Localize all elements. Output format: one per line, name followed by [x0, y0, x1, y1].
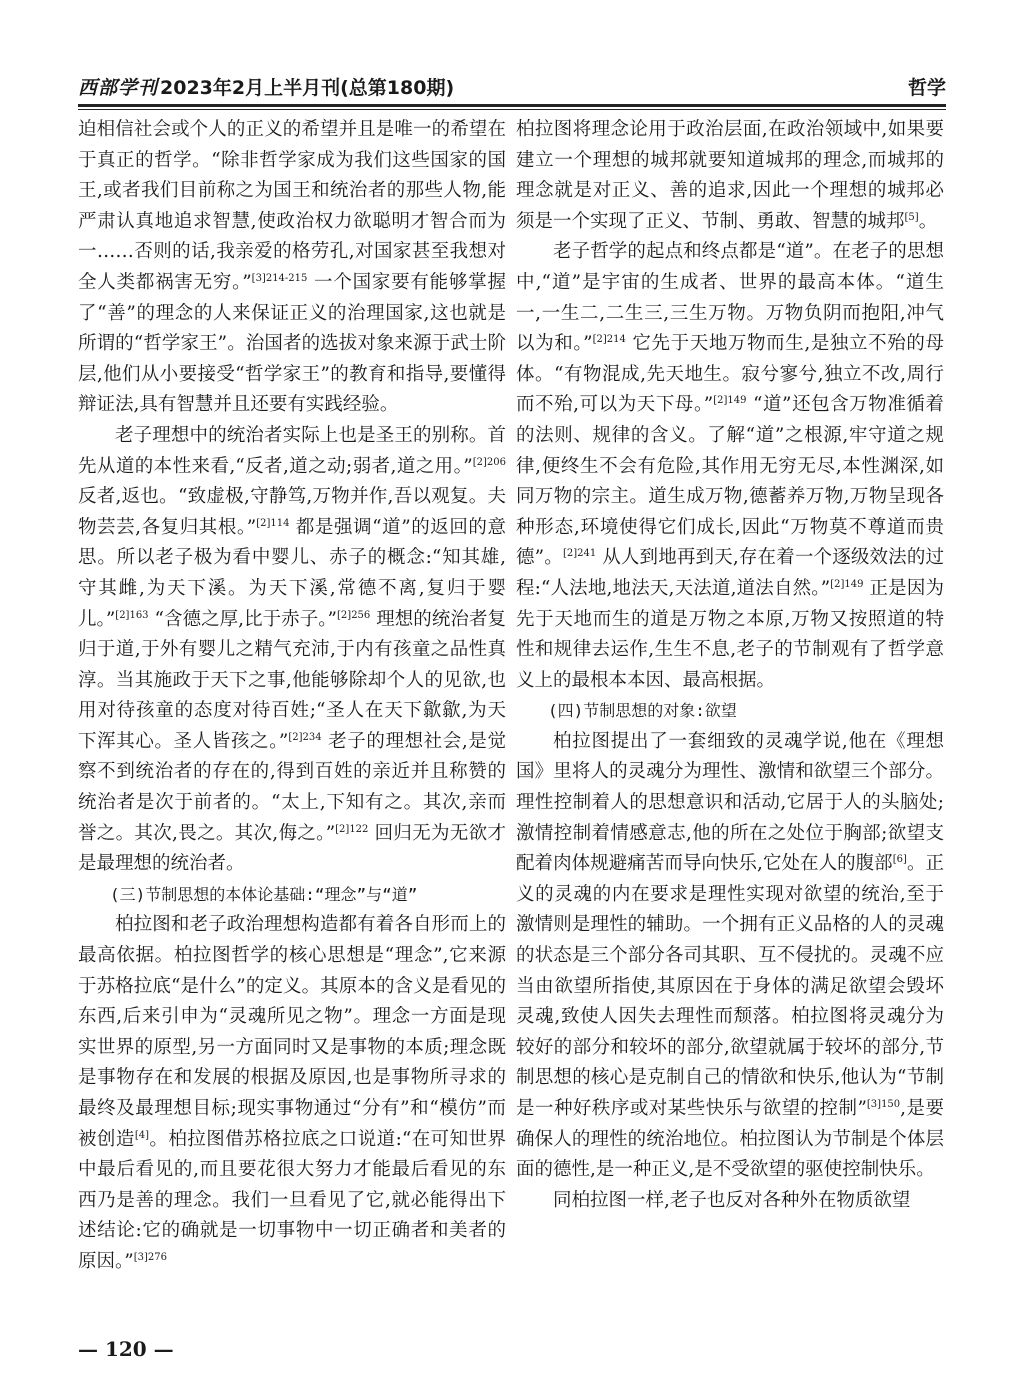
- citation: [2]149: [713, 395, 747, 407]
- section-label: 哲学: [907, 77, 946, 99]
- citation: [4]: [134, 1129, 149, 1141]
- citation: [2]163: [115, 609, 149, 621]
- citation: [2]234: [288, 731, 322, 743]
- citation: [6]: [892, 854, 907, 866]
- paragraph: 柏拉图提出了一套细致的灵魂学说,他在《理想国》里将人的灵魂分为理性、激情和欲望三个部分。理性控制着人的思想意识和活动,它居于人的头脑处;激情控制着情感意志,他的所在之处位于胸部;欲望支配着肉体规避痛苦而导向快乐,它处在人的腹部[6]。正义的灵魂的内在要求是理性实现对欲望的统治,至于激情则是理性的辅助。一个拥有正义品格的人的灵魂的状态是三个部分各司其职、互不侵扰的。灵魂不应当由欲望所指使,其原因在于身体的满足欲望会毁坏灵魂,致使人因失去理性而颓落。柏拉图将灵魂分为较好的部分和较坏的部分,欲望就属于较坏的部分,节制思想的核心是克制自己的情欲和快乐,他认为“节制是一种好秩序或对某些快乐与欲望的控制”$^{[3]150}$,是要确保人的理性的统治地位。柏拉图认为节制是个体层面的德性,是一种正义,是不受欲望的驱使控制快乐。: [516, 730, 944, 1181]
- header-rule-thin: [78, 109, 946, 110]
- header-rule: [78, 104, 946, 107]
- paragraph: 老子哲学的起点和终点都是“道”。在老子的思想中,“道”是宇宙的生成者、世界的最高本体。“道生一,一生二,二生三,三生万物。万物负阴而抱阳,冲气以为和。”$^{[2]214}$ 它先于天地万物而生,是独立不殆的母体。“有物混成,先天地生。寂兮寥兮,独立不改,周行而不殆,可以为天下母。”$^{[2]149}$ “道”还包含万物准循着的法则、规律的含义。了解“道”之根源,牢守道之规律,便终生不会有危险,其作用无穷无尽,本性渊深,如同万物的宗主。道生成万物,德蓄养万物,万物呈现各种形态,环境使得它们成长,因此“万物莫不尊道而贵德”。$^{[2]241}$ 从人到地再到天,存在着一个逐级效法的过程:“人法地,地法天,天法道,道法自然。”$^{[2]149}$ 正是因为先于天地而生的道是万物之本原,万物又按照道的特性和规律去运作,生生不息,老子的节制观有了哲学意义上的最根本本因、最高根据。: [516, 241, 944, 691]
- paragraph: 柏拉图和老子政治理想构造都有着各自形而上的最高依据。柏拉图哲学的核心思想是“理念”,它来源于苏格拉底“是什么”的定义。其原本的含义是看见的东西,后来引申为“灵魂所见之物”。理念一方面是现实世界的原型,另一方面同时又是事物的本质;理念既是事物存在和发展的根据及原因,也是事物所寻求的最终及最理想目标;现实事物通过“分有”和“模仿”而被创造[4]。柏拉图借苏格拉底之口说道:“在可知世界中最后看见的,而且要花很大努力才能最后看见的东西乃是善的理念。我们一旦看见了它,就必能得出下述结论:它的确就是一切事物中一切正确者和美者的原因。”$^{[3]276}$: [78, 914, 506, 1272]
- citation: [2]114: [256, 517, 290, 529]
- citation: [2]122: [335, 823, 369, 835]
- page-number: — 120 —: [78, 1337, 174, 1361]
- subsection-heading: (三)节制思想的本体论基础:“理念”与“道”: [110, 884, 418, 904]
- citation: [2]206: [472, 456, 506, 468]
- citation: [5]: [904, 211, 919, 223]
- paragraph: 老子理想中的统治者实际上也是圣王的别称。首先从道的本性来看,“反者,道之动;弱者,道之用。”$^{[2]206}$ 反者,返也。“致虚极,守静笃,万物并作,吾以观复。夫物芸芸,各复归其根。”$^{[2]114}$ 都是强调“道”的返回的意思。所以老子极为看中婴儿、赤子的概念:“知其雄,守其雌,为天下溪。为天下溪,常德不离,复归于婴儿。”$^{[2]163}$ “含德之厚,比于赤子。”$^{[2]256}$ 理想的统治者复归于道,于外有婴儿之精气充沛,于内有孩童之品性真淳。当其施政于天下之事,他能够除却个人的见欲,也用对待孩童的态度对待百姓;“圣人在天下歙歙,为天下浑其心。圣人皆孩之。”$^{[2]234}$ 老子的理想社会,是觉察不到统治者的存在的,得到百姓的亲近并且称赞的统治者是次于前者的。“太上,下知有之。其次,亲而誉之。其次,畏之。其次,侮之。”$^{[2]122}$ 回归无为无欲才是最理想的统治者。: [78, 424, 506, 875]
- paragraph: 同柏拉图一样,老子也反对各种外在物质欲望: [553, 1189, 911, 1211]
- citation: [2]256: [337, 609, 371, 621]
- citation: [2]149: [830, 578, 864, 590]
- left-column: [78, 115, 506, 1272]
- citation: [2]241: [562, 548, 597, 560]
- paragraph: 迫相信社会或个人的正义的希望并且是唯一的希望在于真正的哲学。“除非哲学家成为我们这些国家的国王,或者我们目前称之为国王和统治者的那些人物,能严肃认真地追求智慧,使政治权力欲聪明才智合而为一……否则的话,我亲爱的格劳孔,对国家甚至我想对全人类都祸害无穷。”$^{[3]214-215}$ 一个国家要有能够掌握了“善”的理念的人来保证正义的治理国家,这也就是所谓的“哲学家王”。治国者的选拔对象来源于武士阶层,他们从小要接受“哲学家王”的教育和指导,要懂得辩证法,具有智慧并且还要有实践经验。: [78, 119, 506, 416]
- citation: [2]214: [592, 334, 626, 345]
- right-column: [516, 115, 944, 1245]
- citation: [3]276: [133, 1251, 167, 1263]
- citation: [3]214-215: [251, 272, 308, 284]
- paragraph: 柏拉图将理念论用于政治层面,在政治领域中,如果要建立一个理想的城邦就要知道城邦的理念,而城邦的理念就是对正义、善的追求,因此一个理想的城邦必须是一个实现了正义、节制、勇敢、智慧的城邦[5]。: [516, 119, 944, 232]
- subsection-heading: (四)节制思想的对象:欲望: [548, 701, 737, 721]
- citation: [3]150: [866, 1098, 901, 1110]
- journal-info: [78, 73, 454, 100]
- issue-info: 2023年2月上半月刊(总第180期): [160, 77, 455, 99]
- running-header: [78, 64, 946, 100]
- journal-logo: 西部学刊: [78, 77, 159, 99]
